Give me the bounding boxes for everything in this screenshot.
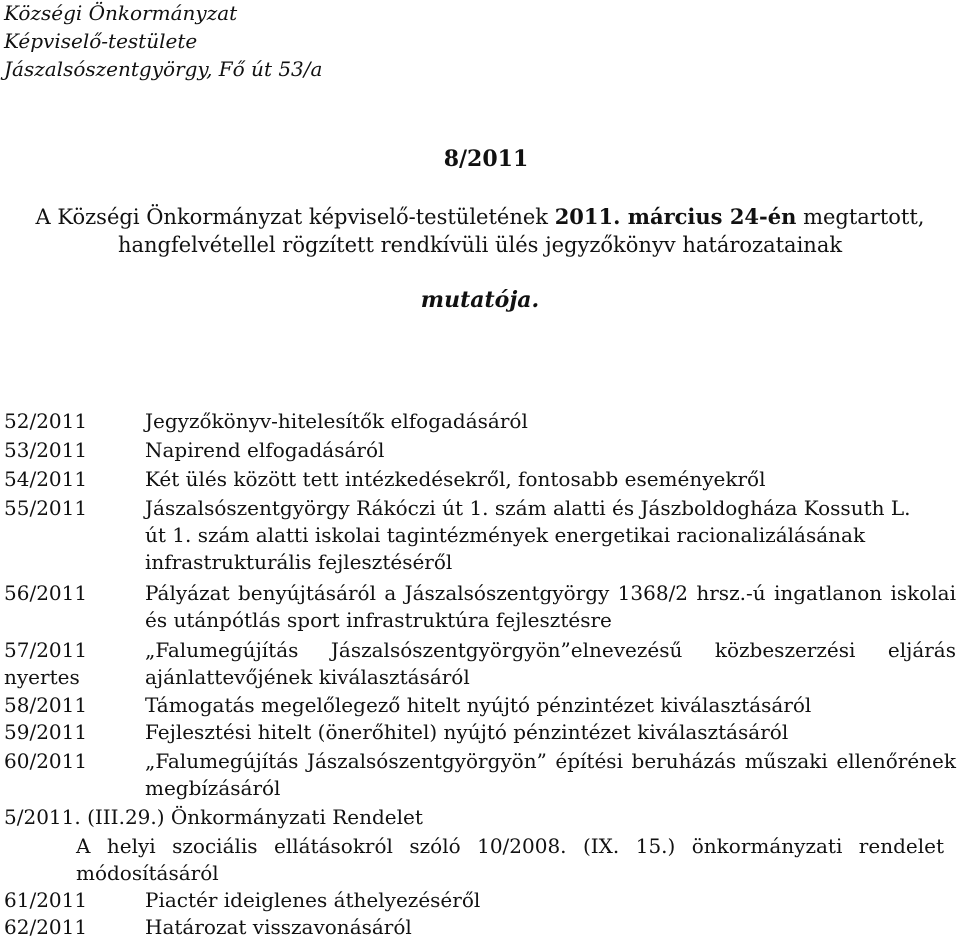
meeting-date: 2011. március 24-én [554, 204, 797, 229]
item-55-title-line-2: út 1. szám alatti iskolai tagintézmények energetikai racionalizálásának [145, 523, 866, 547]
item-59-number: 59/2011 [4, 720, 88, 744]
item-60-number: 60/2011 [4, 749, 88, 773]
item-57-title-line-2: ajánlattevőjének kiválasztásáról [145, 665, 470, 689]
item-57-title-line-1: „Falumegújítás Jászalsószentgyörgyön”elnevezésű közbeszerzési eljárás [145, 638, 956, 662]
item-52-number: 52/2011 [4, 409, 88, 433]
item-53-number: 53/2011 [4, 438, 88, 462]
item-58-number: 58/2011 [4, 693, 88, 717]
item-60-title-line-1: „Falumegújítás Jászalsószentgyörgyön” építési beruházás műszaki ellenőrének [145, 749, 956, 773]
item-53-title: Napirend elfogadásáról [145, 438, 385, 462]
item-61-title: Piactér ideiglenes áthelyezéséről [145, 888, 481, 912]
item-54-title: Két ülés között tett intézkedésekről, fontosabb eseményekről [145, 467, 766, 491]
index-title: mutatója. [420, 287, 540, 313]
document-description-line-2: hangfelvétellel rögzített rendkívüli ülés jegyzőkönyv határozatainak [117, 233, 843, 257]
item-52-title: Jegyzőkönyv-hitelesítők elfogadásáról [145, 409, 528, 433]
item-54-number: 54/2011 [4, 467, 88, 491]
description-suffix: megtartott, [796, 205, 925, 229]
item-57-number-continuation: nyertes [4, 665, 80, 689]
rendelet-title: 5/2011. (III.29.) Önkormányzati Rendelet [4, 805, 423, 829]
item-55-title-line-3: infrastrukturális fejlesztéséről [145, 550, 453, 574]
item-57-number: 57/2011 [4, 638, 88, 662]
document-number: 8/2011 [443, 146, 529, 172]
item-55-title-line-1: Jászalsószentgyörgy Rákóczi út 1. szám alatti és Jászboldogháza Kossuth L. [145, 496, 911, 520]
item-58-title: Támogatás megelőlegező hitelt nyújtó pénzintézet kiválasztásáról [145, 693, 812, 717]
rendelet-text-line-1: A helyi szociális ellátásokról szóló 10/2008. (IX. 15.) önkormányzati rendelet [76, 834, 944, 858]
description-prefix: A Községi Önkormányzat képviselő-testületének [35, 205, 555, 229]
item-62-title: Határozat visszavonásáról [145, 915, 412, 939]
item-56-number: 56/2011 [4, 581, 88, 605]
header-line-3: Jászalsószentgyörgy, Fő út 53/a [4, 57, 323, 81]
item-62-number: 62/2011 [4, 915, 88, 939]
item-60-title-line-2: megbízásáról [145, 776, 281, 800]
rendelet-text-line-2: módosításáról [76, 861, 219, 885]
item-56-title-line-1: Pályázat benyújtásáról a Jászalsószentgyörgy 1368/2 hrsz.-ú ingatlanon iskolai [145, 581, 956, 605]
item-55-number: 55/2011 [4, 496, 88, 520]
item-59-title: Fejlesztési hitelt (önerőhitel) nyújtó pénzintézet kiválasztásáról [145, 720, 789, 744]
header-line-2: Képviselő-testülete [4, 29, 198, 53]
header-line-1: Községi Önkormányzat [4, 1, 238, 25]
document-description-line-1 [0, 204, 960, 230]
item-61-number: 61/2011 [4, 888, 88, 912]
item-56-title-line-2: és utánpótlás sport infrastruktúra fejlesztésre [145, 608, 612, 632]
